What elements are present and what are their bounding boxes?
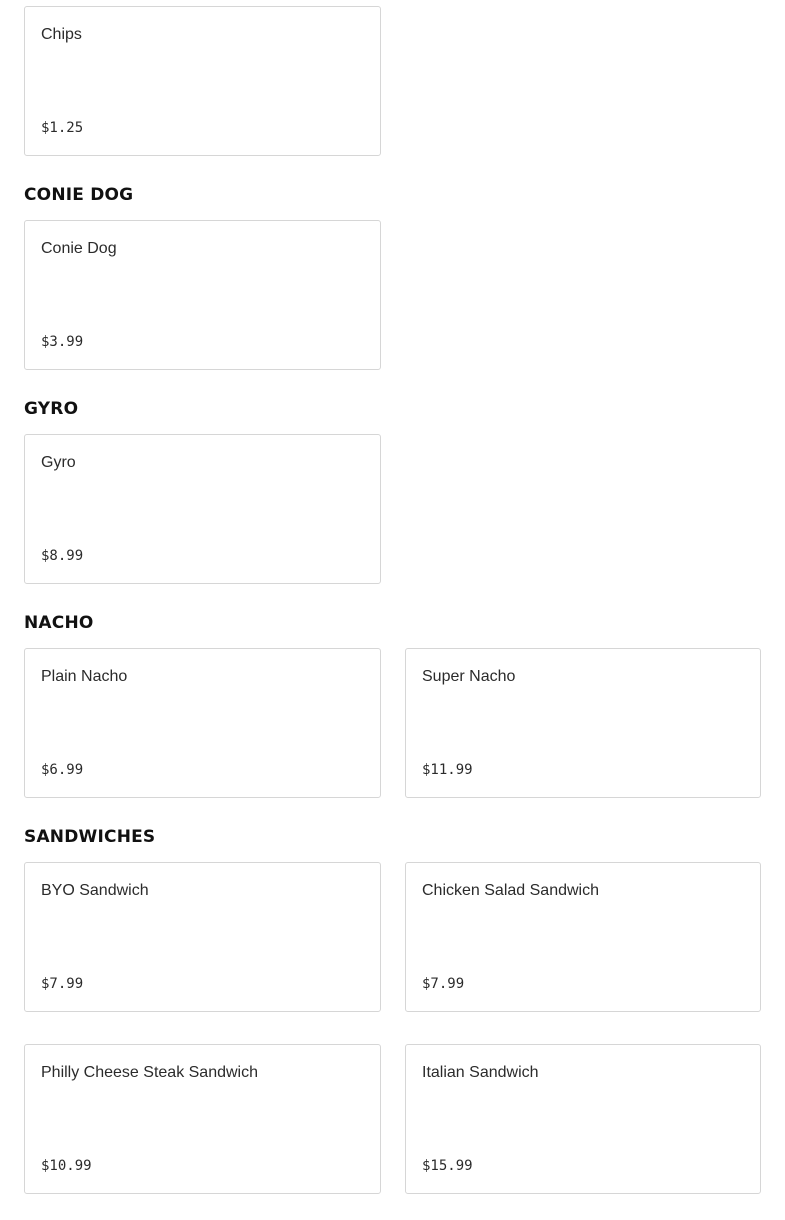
menu-item-grid bbox=[24, 434, 761, 584]
menu-item-price: $11.99 bbox=[422, 762, 473, 778]
menu-item-price: $6.99 bbox=[41, 762, 84, 778]
menu-item-price: $10.99 bbox=[41, 1158, 92, 1174]
menu-item-name: Super Nacho bbox=[422, 668, 516, 685]
menu-item-price: $1.25 bbox=[41, 120, 84, 136]
section-title: GYRO bbox=[24, 399, 79, 419]
menu-section-sandwiches bbox=[24, 824, 761, 1194]
menu-item-card-conie-dog[interactable] bbox=[24, 220, 381, 370]
menu-section-conie-dog bbox=[24, 182, 761, 370]
menu-item-grid bbox=[24, 862, 761, 1194]
menu-item-price: $7.99 bbox=[422, 976, 465, 992]
menu-item-card-super-nacho[interactable] bbox=[405, 648, 761, 798]
menu-item-card-philly-cheese-steak-sandwich[interactable] bbox=[24, 1044, 381, 1194]
menu-item-name: Conie Dog bbox=[41, 240, 117, 257]
section-title: NACHO bbox=[24, 613, 94, 633]
menu-item-grid bbox=[24, 220, 761, 370]
menu-section-nacho bbox=[24, 610, 761, 798]
menu-item-name: Italian Sandwich bbox=[422, 1064, 539, 1081]
menu-item-card-italian-sandwich[interactable] bbox=[405, 1044, 761, 1194]
menu-item-price: $3.99 bbox=[41, 334, 84, 350]
menu-item-card-byo-sandwich[interactable] bbox=[24, 862, 381, 1012]
menu-item-name: Philly Cheese Steak Sandwich bbox=[41, 1064, 259, 1081]
menu-item-name: Gyro bbox=[41, 454, 76, 471]
menu-item-name: Chicken Salad Sandwich bbox=[422, 882, 599, 899]
menu-item-name: BYO Sandwich bbox=[41, 882, 149, 899]
menu-item-price: $15.99 bbox=[422, 1158, 473, 1174]
menu-section-gyro bbox=[24, 396, 761, 584]
menu-item-card-gyro[interactable] bbox=[24, 434, 381, 584]
section-title: SANDWICHES bbox=[24, 827, 156, 847]
menu-item-card-chicken-salad-sandwich[interactable] bbox=[405, 862, 761, 1012]
menu-item-name: Chips bbox=[41, 26, 82, 43]
menu-page bbox=[24, 6, 761, 1220]
menu-item-price: $8.99 bbox=[41, 548, 84, 564]
menu-item-card-plain-nacho[interactable] bbox=[24, 648, 381, 798]
menu-item-grid bbox=[24, 6, 761, 156]
menu-item-card-chips[interactable] bbox=[24, 6, 381, 156]
menu-item-name: Plain Nacho bbox=[41, 668, 128, 685]
menu-item-price: $7.99 bbox=[41, 976, 84, 992]
menu-section-chips bbox=[24, 6, 761, 156]
section-title: CONIE DOG bbox=[24, 185, 134, 205]
menu-item-grid bbox=[24, 648, 761, 798]
